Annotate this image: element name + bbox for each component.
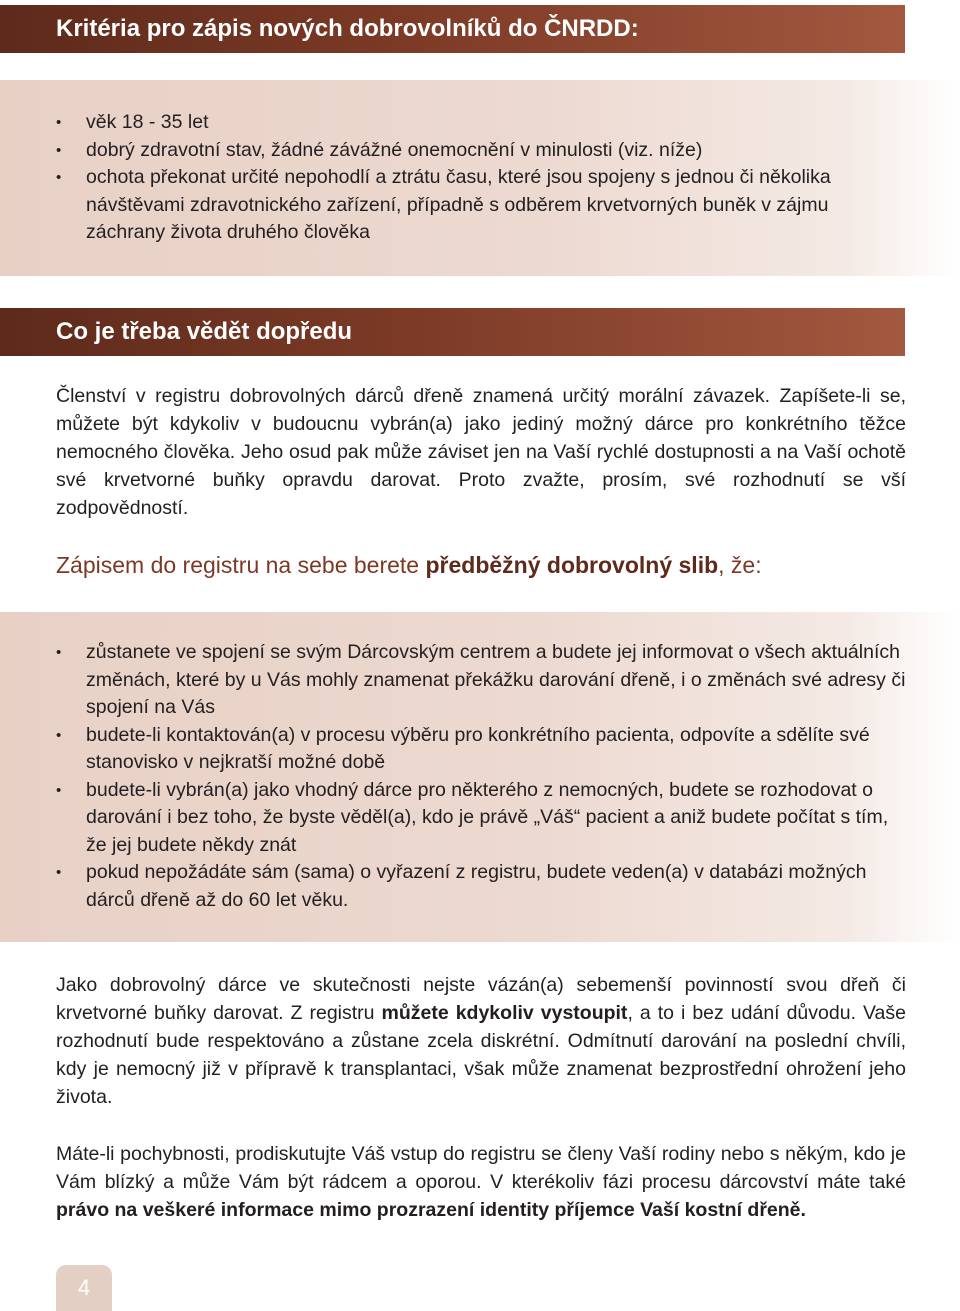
list-item: • dobrý zdravotní stav, žádné závážné onemocnění v minulosti (viz. níže) [56,137,906,165]
lead-emphasis: předběžný dobrovolný slib [425,552,719,578]
promise-lead [56,549,906,581]
membership-paragraph: Členství v registru dobrovolných dárců dřeně znamená určitý morální závazek. Zapíšete-li se, můžete být kdykoliv v budoucnu vybrán(a) jako jediný možný dárce pro konkrétního těžce nemocného člověka. Jeho osud pak může záviset jen na Vaší rychlé dostupnosti a na Vaší ochotě své krvetvorné buňky opravdu darovat. Proto zvažte, prosím, své rozhodnutí se vší zodpovědností. [56,385,906,519]
criteria-heading: Kritéria pro zápis nových dobrovolníků do ČNRDD: [0,5,905,53]
withdrawal-text: Jako dobrovolný dárce ve skutečnosti nejste vázán(a) sebemenší povinností svou dřeň či krvetvorné buňky darovat. Z registru [56,974,906,1024]
criteria-list [56,109,906,247]
list-item: • ochota překonat určité nepohodlí a ztrátu času, které jsou spojeny s jednou či několika návštěvami zdravotnického zařízení, případně s odběrem krvetvorných buněk v zájmu záchrany života druhého člověka [56,164,906,247]
list-item: • zůstanete ve spojení se svým Dárcovským centrem a budete jej informovat o všech aktuálních změnách, které by u Vás mohly znamenat překážku darování dřeně, i o změnách své adresy či spojení na Vás [56,639,906,722]
withdrawal-tail: , a to i bez udání důvodu. Vaše rozhodnutí bude respektováno a zůstane zcela diskrétní. Odmítnutí darování na poslední chvíli, kdy je nemocný již v přípravě k transplantaci, však může znamenat bezprostřední ohrožení jeho života. [56,1002,906,1108]
list-item: • budete-li vybrán(a) jako vhodný dárce pro některého z nemocných, budete se rozhodovat o darování i bez toho, že byste věděl(a), kdo je právě „Váš“ pacient a aniž budete počítat s tím, že jej budete někdy znát [56,777,906,860]
know-ahead-heading: Co je třeba vědět dopředu [0,308,905,356]
promise-list [56,639,906,914]
lead-text: Zápisem do registru na sebe berete [56,552,426,578]
doubts-text: Máte-li pochybnosti, prodiskutujte Váš vstup do registru se členy Vaší rodiny nebo s někým, kdo je Vám blízký a může Vám být rádcem a oporou. V kterékoliv fázi procesu dárcovství máte také [56,1143,906,1193]
list-item: • pokud nepožádáte sám (sama) o vyřazení z registru, budete veden(a) v databázi možných dárců dřeně až do 60 let věku. [56,859,906,914]
lead-tail: , že: [718,552,762,578]
list-item: • věk 18 - 35 let [56,109,906,137]
withdrawal-emphasis: můžete kdykoliv vystoupit [381,1002,628,1024]
doubts-emphasis: právo na veškeré informace mimo prozrazení identity příjemce Vaší kostní dřeně. [56,1199,806,1221]
withdrawal-paragraph [56,971,906,1111]
doubts-paragraph [56,1140,906,1224]
list-item: • budete-li kontaktován(a) v procesu výběru pro konkrétního pacienta, odpovíte a sdělíte své stanovisko v nejkratší možné době [56,722,906,777]
page-number: 4 [56,1265,112,1311]
